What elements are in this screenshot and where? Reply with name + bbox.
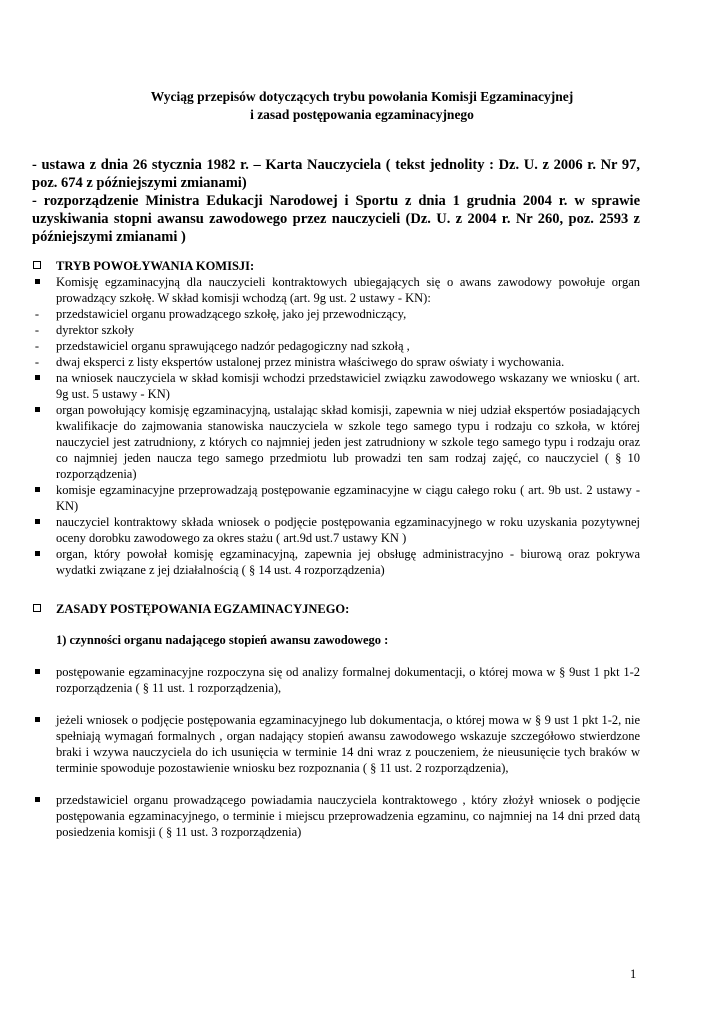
checkbox-bullet-icon (33, 604, 41, 612)
list-item: - przedstawiciel organu sprawującego nadzór pedagogiczny nad szkołą , (32, 338, 640, 354)
list-item: - dwaj eksperci z listy ekspertów ustalonej przez ministra właściwego do spraw oświaty i wychowania. (32, 354, 640, 370)
legal-basis-regulation: - rozporządzenie Ministra Edukacji Narodowej i Sportu z dnia 1 grudnia 2004 r. w sprawie uzyskiwania stopni awansu zawodowego przez nauczycieli (Dz. U. z 2004 r. Nr 260, poz. 2593 z późniejszymi zmianami ) (32, 193, 640, 245)
dash-bullet-icon: - (34, 307, 40, 321)
section-committee-appointment (32, 258, 640, 578)
list-item: komisje egzaminacyjne przeprowadzają postępowanie egzaminacyjne w ciągu całego roku ( art. 9b ust. 2 ustawy - KN) (32, 482, 640, 514)
square-bullet-icon (32, 712, 42, 728)
list-item: - przedstawiciel organu prowadzącego szkołę, jako jej przewodniczący, (32, 306, 640, 322)
legal-basis-act: - ustawa z dnia 26 stycznia 1982 r. – Karta Nauczyciela ( tekst jednolity : Dz. U. z 2006 r. Nr 97, poz. 674 z późniejszymi zmianami) (32, 157, 640, 191)
square-bullet-icon (32, 514, 42, 530)
list-item: postępowanie egzaminacyjne rozpoczyna się od analizy formalnej dokumentacji, o której mowa w § 9ust 1 pkt 1-2 rozporządzenia ( § 11 ust. 1 rozporządzenia), (32, 664, 640, 696)
list-item: nauczyciel kontraktowy składa wniosek o podjęcie postępowania egzaminacyjnego w roku uzyskania pozytywnej oceny dorobku zawodowego za okres stażu ( art.9d ust.7 ustawy KN ) (32, 514, 640, 546)
list-item: organ, który powołał komisję egzaminacyjną, zapewnia jej obsługę administracyjno - biurową oraz pokrywa wydatki związane z jej działalnością ( § 14 ust. 4 rozporządzenia) (32, 546, 640, 578)
list-item: Komisję egzaminacyjną dla nauczycieli kontraktowych ubiegających się o awans zawodowy powołuje organ prowadzący szkołę. W skład komisji wchodzą (art. 9g ust. 2 ustawy - KN): (32, 274, 640, 306)
document-title (0, 88, 724, 124)
dash-bullet-icon: - (34, 355, 40, 369)
list-item: - dyrektor szkoły (32, 322, 640, 338)
list-item: na wniosek nauczyciela w skład komisji wchodzi przedstawiciel związku zawodowego wskazany we wniosku ( art. 9g ust. 5 ustawy - KN) (32, 370, 640, 402)
square-bullet-icon (32, 792, 42, 808)
square-bullet-icon (32, 402, 42, 418)
square-bullet-icon (32, 274, 42, 290)
section-heading: ZASADY POSTĘPOWANIA EGZAMINACYJNEGO: (32, 601, 640, 617)
square-bullet-icon (32, 370, 42, 386)
legal-basis (32, 156, 640, 246)
checkbox-bullet-icon (33, 261, 41, 269)
square-bullet-icon (32, 664, 42, 680)
subsection-heading: 1) czynności organu nadającego stopień awansu zawodowego : (56, 633, 389, 647)
dash-bullet-icon: - (34, 339, 40, 353)
list-item: organ powołujący komisję egzaminacyjną, ustalając skład komisji, zapewnia w niej udział ekspertów posiadających kwalifikacje do zajmowania stanowiska nauczyciela w szkole tego samego typu i rodzaju co szkoła, w której nauczyciel jest zatrudniony, z których co najmniej jeden jest zatrudniony w szkole tego samego typu i rodzaju oraz co najmniej jeden naucza tego samego przedmiotu lub prowadzi ten sam rodzaj zajęć, co nauczyciel ( § 10 rozporządzenia) (32, 402, 640, 482)
title-line-2: i zasad postępowania egzaminacyjnego (250, 107, 474, 122)
square-bullet-icon (32, 546, 42, 562)
section-examination-rules (32, 601, 640, 840)
list-item: jeżeli wniosek o podjęcie postępowania egzaminacyjnego lub dokumentacja, o której mowa w § 9 ust 1 pkt 1-2, nie spełniają wymagań formalnych , organ nadający stopień awansu zawodowego wskazuje szczegółowo stwierdzone braki i wzywa nauczyciela do ich usunięcia w terminie 14 dni wraz z pouczeniem, że nieusunięcie tych braków w terminie spowoduje pozostawienie wniosku bez rozpoznania ( § 11 ust. 2 rozporządzenia), (32, 712, 640, 776)
section-heading: TRYB POWOŁYWANIA KOMISJI: (32, 258, 640, 274)
title-line-1: Wyciąg przepisów dotyczących trybu powołania Komisji Egzaminacyjnej (150, 89, 574, 104)
square-bullet-icon (32, 482, 42, 498)
dash-bullet-icon: - (34, 323, 40, 337)
page-number: 1 (630, 967, 637, 981)
list-item: przedstawiciel organu prowadzącego powiadamia nauczyciela kontraktowego , który złożył wniosek o podjęcie postępowania egzaminacyjnego, o terminie i miejscu przeprowadzenia egzaminu, co najmniej na 14 dni przed datą posiedzenia komisji ( § 11 ust. 3 rozporządzenia) (32, 792, 640, 840)
